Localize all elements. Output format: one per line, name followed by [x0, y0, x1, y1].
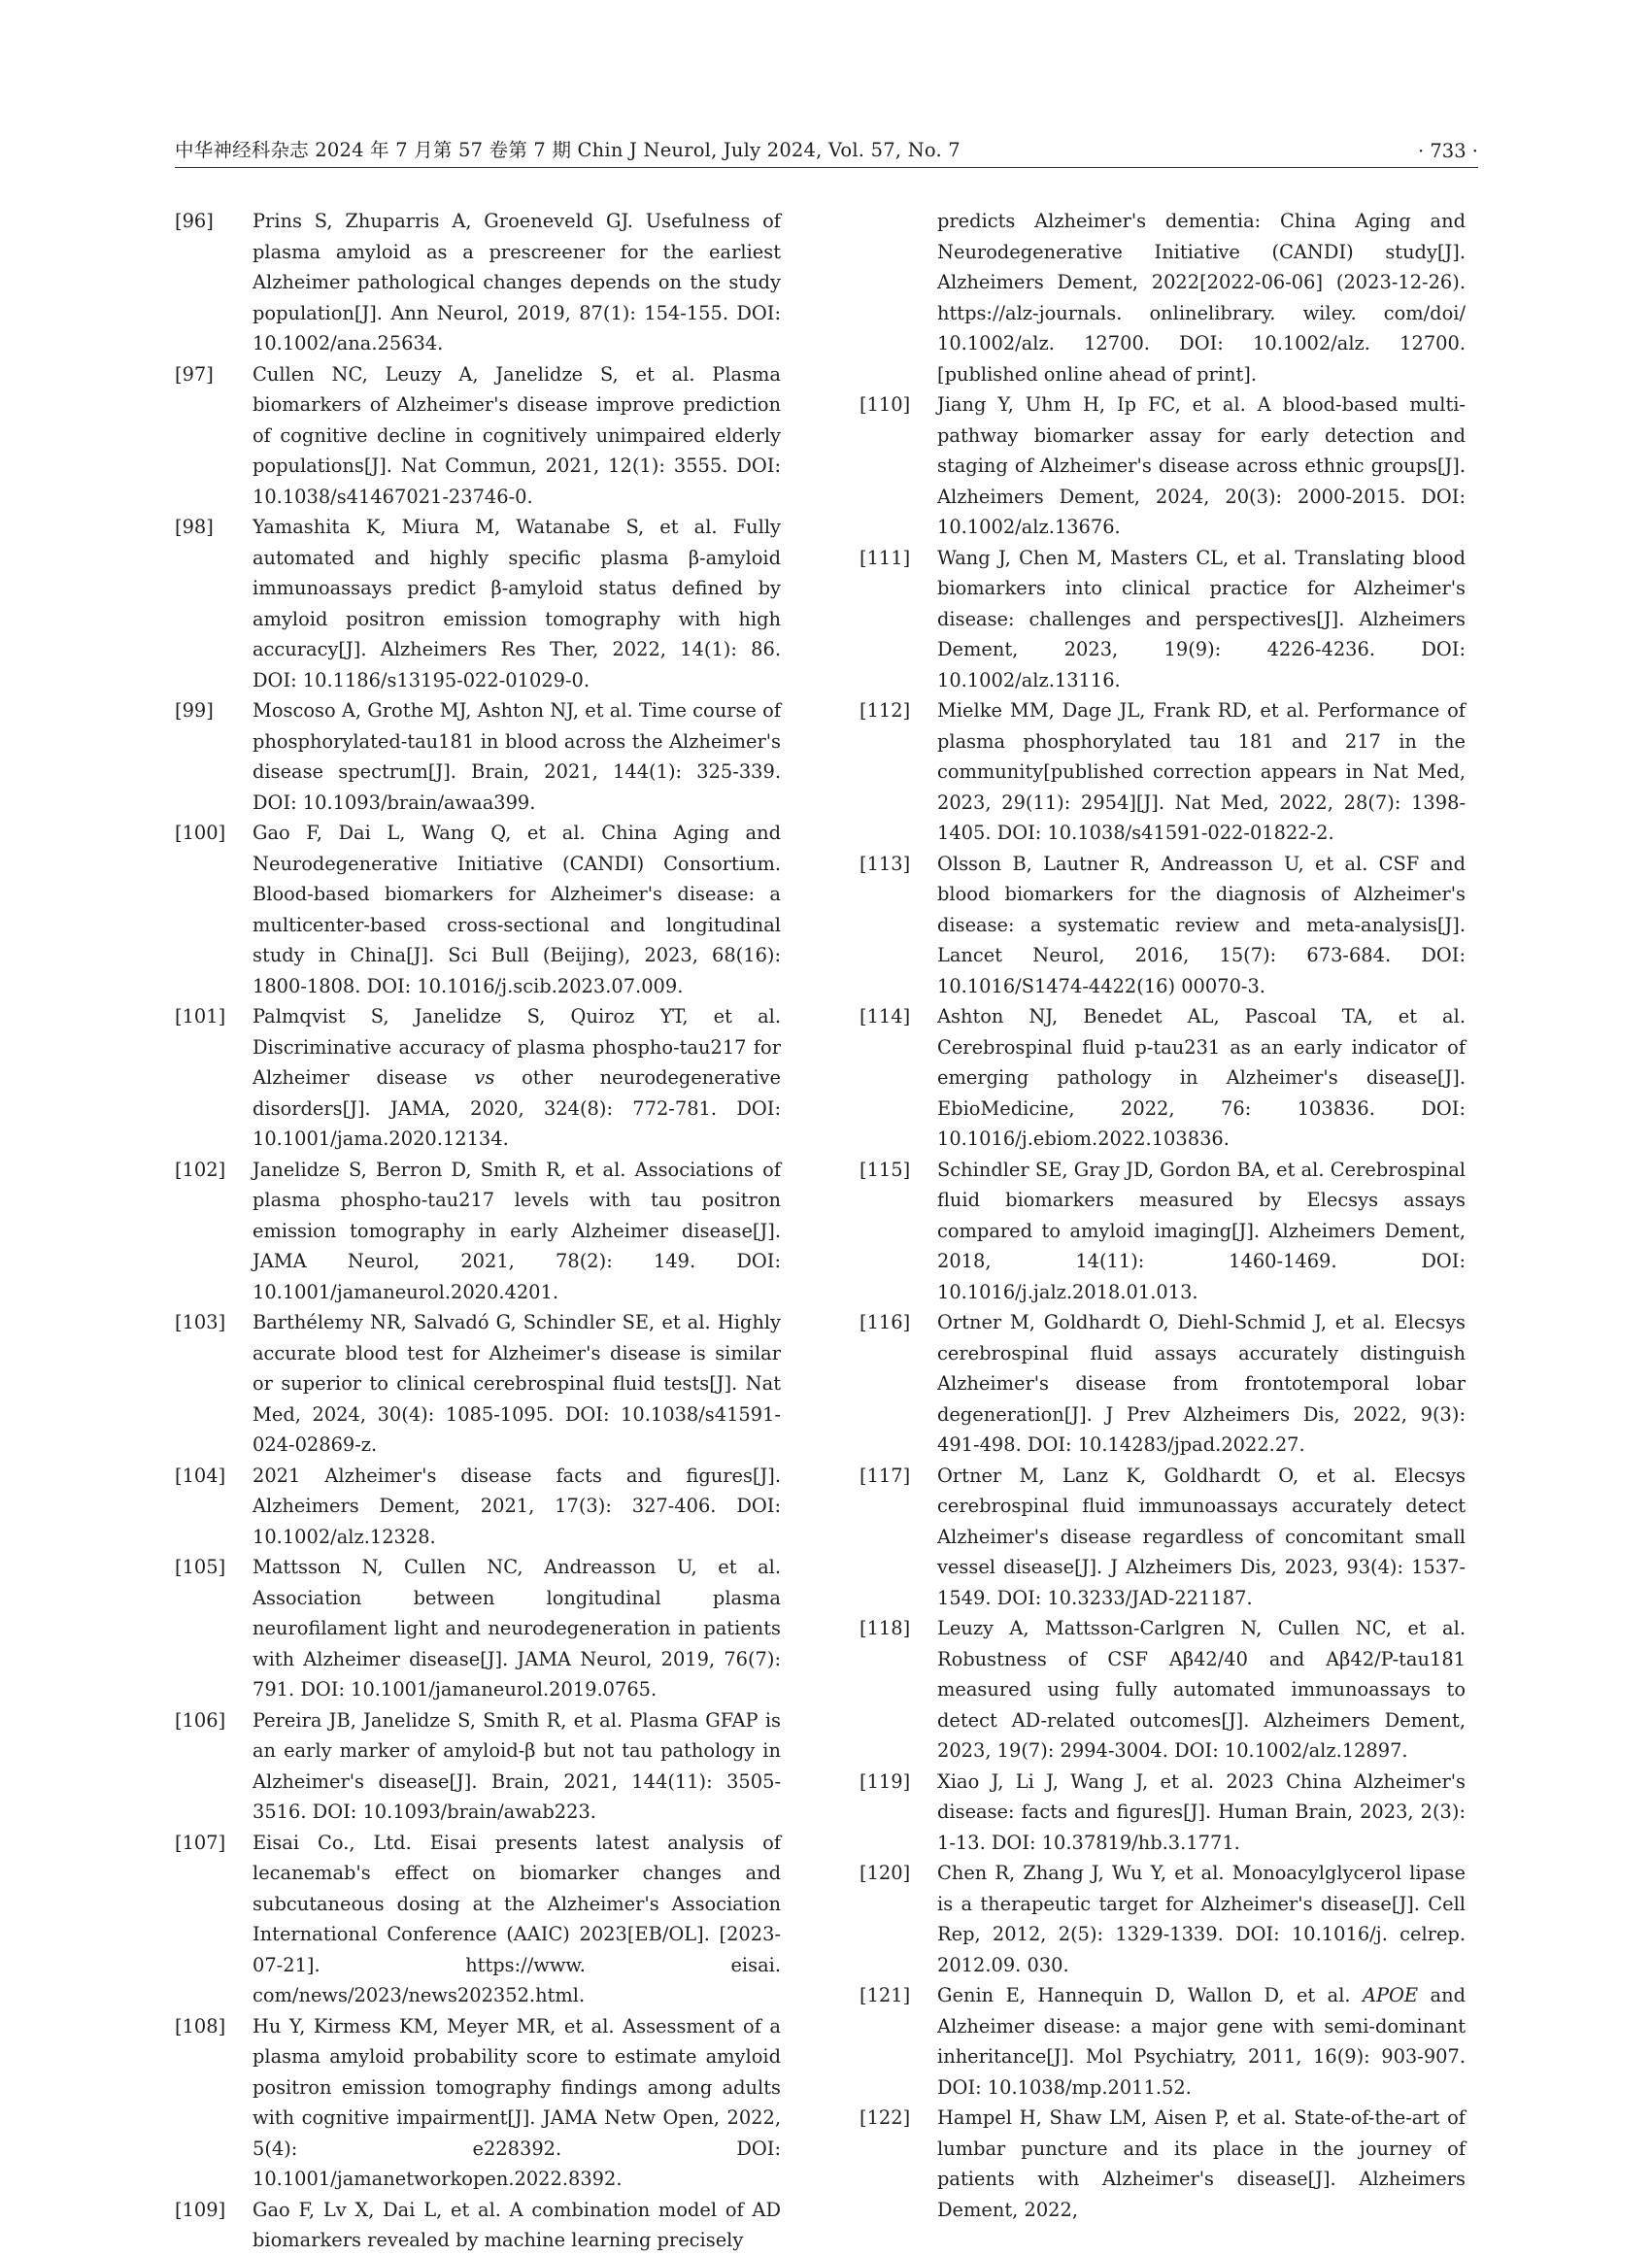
reference-number: [109] — [175, 2198, 226, 2221]
reference-item-continuation — [860, 206, 1466, 389]
reference-number: [122] — [860, 2106, 911, 2129]
reference-number: [99] — [175, 699, 214, 722]
reference-item — [860, 1001, 1466, 1155]
reference-number: [100] — [175, 822, 226, 844]
reference-number: [119] — [860, 1769, 911, 1793]
reference-item — [175, 818, 781, 1001]
reference-item — [175, 2195, 781, 2256]
reference-text: Ortner M, Goldhardt O, Diehl-Schmid J, et al. Elecsys cerebrospinal fluid assays accurately distinguish Alzheimer's disease from frontotemporal lobar degeneration[J]. J Prev Alzheimers Dis, 2022, 9(3): 491-498. DOI: 10.14283/jpad.2022.27. — [937, 1311, 1466, 1456]
reference-text: Xiao J, Li J, Wang J, et al. 2023 China Alzheimer's disease: facts and figures[J]. Human Brain, 2023, 2(3): 1-13. DOI: 10.37819/hb.3.1771. — [937, 1769, 1466, 1854]
reference-text — [253, 1005, 781, 1150]
reference-text: Hampel H, Shaw LM, Aisen P, et al. State-of-the-art of lumbar puncture and its place in the journey of patients with Alzheimer's disease[J]. Alzheimers Dement, 2022, — [937, 2106, 1466, 2221]
reference-number: [97] — [175, 362, 214, 386]
reference-item — [175, 1461, 781, 1553]
reference-number: [118] — [860, 1617, 911, 1639]
reference-item — [175, 2011, 781, 2195]
reference-number: [108] — [175, 2014, 226, 2037]
reference-text: Jiang Y, Uhm H, Ip FC, et al. A blood-based multi-pathway biomarker assay for early detection and staging of Alzheimer's disease across ethnic groups[J]. Alzheimers Dement, 2024, 20(3): 2000-2015. DOI: 10.1002/alz.13676. — [937, 393, 1466, 538]
reference-item — [860, 695, 1466, 849]
reference-item — [860, 2103, 1466, 2225]
reference-number: [111] — [860, 546, 911, 569]
running-header — [175, 134, 1478, 168]
reference-item — [860, 1155, 1466, 1308]
reference-item — [175, 512, 781, 695]
reference-text-segment: and Alzheimer disease: a major gene with semi-dominant inheritance[J]. Mol Psychiatry, 2011, 16(9): 903-907. DOI: 10.1038/mp.2011.52. — [937, 1984, 1466, 2099]
reference-text-segment: Palmqvist S, Janelidze S, Quiroz YT, et al. Discriminative accuracy of plasma phospho-tau217 for Alzheimer disease — [253, 1005, 781, 1089]
reference-text: Pereira JB, Janelidze S, Smith R, et al. Plasma GFAP is an early marker of amyloid-β but not tau pathology in Alzheimer's disease[J]. Brain, 2021, 144(11): 3505-3516. DOI: 10.1093/brain/awab223. — [253, 1708, 781, 1823]
reference-item — [860, 1858, 1466, 1980]
reference-number: [102] — [175, 1158, 226, 1181]
page-number: · 733 · — [1417, 140, 1478, 162]
reference-number: [110] — [860, 393, 911, 416]
reference-text: Hu Y, Kirmess KM, Meyer MR, et al. Assessment of a plasma amyloid probability score to estimate amyloid positron emission tomography findings among adults with cognitive impairment[J]. JAMA Netw Open, 2022, 5(4): e228392. DOI: 10.1001/jamanetworkopen.2022.8392. — [253, 2014, 781, 2190]
reference-item — [175, 1307, 781, 1461]
reference-number: [113] — [860, 852, 911, 875]
reference-number: [107] — [175, 1831, 226, 1854]
reference-text: predicts Alzheimer's dementia: China Aging and Neurodegenerative Initiative (CANDI) study[J]. Alzheimers Dement, 2022[2022-06-06] (2023-12-26). https://alz-journals. onlinelibrary. wiley. com/doi/ 10.1002/alz. 12700. DOI: 10.1002/alz. 12700. [published online ahead of print]. — [937, 210, 1466, 386]
reference-number: [114] — [860, 1005, 911, 1027]
reference-item — [860, 849, 1466, 1002]
reference-text-segment: Genin E, Hannequin D, Wallon D, et al. — [937, 1984, 1363, 2006]
reference-item — [175, 695, 781, 818]
reference-column-right — [860, 206, 1466, 2225]
reference-text: Leuzy A, Mattsson-Carlgren N, Cullen NC, et al. Robustness of CSF Aβ42/40 and Aβ42/P-tau181 measured using fully automated immunoassays to detect AD-related outcomes[J]. Alzheimers Dement, 2023, 19(7): 2994-3004. DOI: 10.1002/alz.12897. — [937, 1617, 1466, 1762]
reference-text: Eisai Co., Ltd. Eisai presents latest analysis of lecanemab's effect on biomarker changes and subcutaneous dosing at the Alzheimer's Association International Conference (AAIC) 2023[EB/OL]. [2023-07-21]. https://www. eisai. com/news/2023/news202352.html. — [253, 1831, 781, 2006]
reference-text: Schindler SE, Gray JD, Gordon BA, et al. Cerebrospinal fluid biomarkers measured by Elecsys assays compared to amyloid imaging[J]. Alzheimers Dement, 2018, 14(11): 1460-1469. DOI: 10.1016/j.jalz.2018.01.013. — [937, 1158, 1466, 1303]
reference-column-left — [175, 206, 781, 2256]
reference-number: [106] — [175, 1708, 226, 1732]
reference-text: Gao F, Dai L, Wang Q, et al. China Aging and Neurodegenerative Initiative (CANDI) Consortium. Blood-based biomarkers for Alzheimer's disease: a multicenter-based cross-sectional and longitudinal study in China[J]. Sci Bull (Beijing), 2023, 68(16): 1800-1808. DOI: 10.1016/j.scib.2023.07.009. — [253, 822, 781, 997]
reference-text — [937, 1984, 1466, 2099]
journal-citation: 中华神经科杂志 2024 年 7 月第 57 卷第 7 期 Chin J Neurol, July 2024, Vol. 57, No. 7 — [175, 139, 961, 161]
reference-text-italic: APOE — [1362, 1984, 1419, 2006]
reference-item — [860, 389, 1466, 543]
reference-text: 2021 Alzheimer's disease facts and figures[J]. Alzheimers Dement, 2021, 17(3): 327-406. DOI: 10.1002/alz.12328. — [253, 1464, 781, 1548]
reference-text: Prins S, Zhuparris A, Groeneveld GJ. Usefulness of plasma amyloid as a prescreener for the earliest Alzheimer pathological changes depends on the study population[J]. Ann Neurol, 2019, 87(1): 154-155. DOI: 10.1002/ana.25634. — [253, 210, 781, 354]
reference-number: [96] — [175, 210, 214, 232]
reference-number: [105] — [175, 1556, 226, 1578]
reference-number: [98] — [175, 516, 214, 538]
reference-item — [860, 1613, 1466, 1767]
reference-text: Ortner M, Lanz K, Goldhardt O, et al. Elecsys cerebrospinal fluid immunoassays accurately detect Alzheimer's disease regardless of concomitant small vessel disease[J]. J Alzheimers Dis, 2023, 93(4): 1537-1549. DOI: 10.3233/JAD-221187. — [937, 1464, 1466, 1609]
reference-item — [860, 1461, 1466, 1614]
reference-text: Cullen NC, Leuzy A, Janelidze S, et al. Plasma biomarkers of Alzheimer's disease improve prediction of cognitive decline in cognitively unimpaired elderly populations[J]. Nat Commun, 2021, 12(1): 3555. DOI: 10.1038/s41467021-23746-0. — [253, 362, 781, 508]
reference-number: [117] — [860, 1464, 911, 1487]
reference-item — [860, 1307, 1466, 1461]
reference-number: [115] — [860, 1158, 911, 1181]
reference-text: Olsson B, Lautner R, Andreasson U, et al. CSF and blood biomarkers for the diagnosis of Alzheimer's disease: a systematic review and meta-analysis[J]. Lancet Neurol, 2016, 15(7): 673-684. DOI: 10.1016/S1474-4422(16) 00070-3. — [937, 852, 1466, 997]
reference-item — [175, 1001, 781, 1155]
reference-number: [104] — [175, 1464, 226, 1487]
reference-number: [121] — [860, 1984, 911, 2006]
reference-item — [860, 543, 1466, 696]
reference-item — [175, 1552, 781, 1705]
reference-text: Janelidze S, Berron D, Smith R, et al. Associations of plasma phospho-tau217 levels with tau positron emission tomography in early Alzheimer disease[J]. JAMA Neurol, 2021, 78(2): 149. DOI: 10.1001/jamaneurol.2020.4201. — [253, 1158, 781, 1303]
reference-item — [860, 1980, 1466, 2103]
reference-number: [101] — [175, 1005, 226, 1027]
reference-text: Yamashita K, Miura M, Watanabe S, et al. Fully automated and highly specific plasma β-amyloid immunoassays predict β-amyloid status defined by amyloid positron emission tomography with high accuracy[J]. Alzheimers Res Ther, 2022, 14(1): 86. DOI: 10.1186/s13195-022-01029-0. — [253, 516, 781, 691]
reference-text: Moscoso A, Grothe MJ, Ashton NJ, et al. Time course of phosphorylated-tau181 in blood across the Alzheimer's disease spectrum[J]. Brain, 2021, 144(1): 325-339. DOI: 10.1093/brain/awaa399. — [253, 699, 781, 814]
reference-text: Gao F, Lv X, Dai L, et al. A combination model of AD biomarkers revealed by machine learning precisely — [253, 2198, 781, 2251]
reference-text-segment: other neurodegenerative disorders[J]. JAMA, 2020, 324(8): 772-781. DOI: 10.1001/jama.2020.12134. — [253, 1066, 781, 1150]
reference-text: Barthélemy NR, Salvadó G, Schindler SE, et al. Highly accurate blood test for Alzheimer's disease is similar or superior to clinical cerebrospinal fluid tests[J]. Nat Med, 2024, 30(4): 1085-1095. DOI: 10.1038/s41591-024-02869-z. — [253, 1311, 781, 1456]
reference-number: [120] — [860, 1862, 911, 1884]
reference-item — [175, 1828, 781, 2011]
reference-item — [175, 1705, 781, 1828]
reference-number: [116] — [860, 1311, 911, 1333]
reference-item — [860, 1767, 1466, 1859]
reference-item — [175, 359, 781, 513]
reference-text: Chen R, Zhang J, Wu Y, et al. Monoacylglycerol lipase is a therapeutic target for Alzheimer's disease[J]. Cell Rep, 2012, 2(5): 1329-1339. DOI: 10.1016/j. celrep. 2012.09. 030. — [937, 1862, 1466, 1976]
reference-text-italic: vs — [474, 1066, 495, 1089]
reference-text: Mattsson N, Cullen NC, Andreasson U, et al. Association between longitudinal plasma neurofilament light and neurodegeneration in patients with Alzheimer disease[J]. JAMA Neurol, 2019, 76(7): 791. DOI: 10.1001/jamaneurol.2019.0765. — [253, 1556, 781, 1700]
reference-item — [175, 206, 781, 359]
reference-number: [112] — [860, 699, 911, 722]
reference-item — [175, 1155, 781, 1308]
reference-text: Wang J, Chen M, Masters CL, et al. Translating blood biomarkers into clinical practice for Alzheimer's disease: challenges and perspectives[J]. Alzheimers Dement, 2023, 19(9): 4226-4236. DOI: 10.1002/alz.13116. — [937, 546, 1466, 691]
reference-number: [103] — [175, 1311, 226, 1333]
reference-text: Ashton NJ, Benedet AL, Pascoal TA, et al. Cerebrospinal fluid p-tau231 as an early indicator of emerging pathology in Alzheimer's disease[J]. EbioMedicine, 2022, 76: 103836. DOI: 10.1016/j.ebiom.2022.103836. — [937, 1005, 1466, 1150]
reference-text: Mielke MM, Dage JL, Frank RD, et al. Performance of plasma phosphorylated tau 181 and 217 in the community[published correction appears in Nat Med, 2023, 29(11): 2954][J]. Nat Med, 2022, 28(7): 1398-1405. DOI: 10.1038/s41591-022-01822-2. — [937, 699, 1466, 844]
